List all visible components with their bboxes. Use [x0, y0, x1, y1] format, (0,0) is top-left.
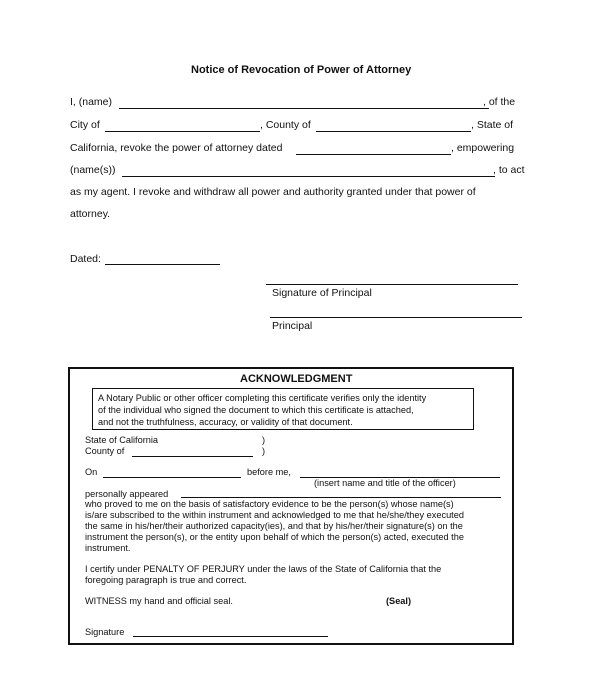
name-label: I, (name)	[70, 96, 113, 108]
principal-line[interactable]	[270, 317, 522, 318]
document-title: Notice of Revocation of Power of Attorney	[191, 64, 412, 76]
attorney-text: attorney.	[70, 208, 111, 220]
revoke-statement: as my agent. I revoke and withdraw all power and authority granted under that power of	[70, 186, 476, 198]
officer-hint: (insert name and title of the officer)	[314, 478, 456, 488]
evidence-line: the same in his/her/their authorized capacity(ies), and that by his/her/their signature(s) on the	[85, 521, 463, 531]
county-label: , County of	[260, 119, 311, 131]
county-field[interactable]	[316, 131, 471, 132]
city-field[interactable]	[105, 131, 260, 132]
notice-line: of the individual who signed the document to which this certificate is attached,	[98, 405, 414, 415]
agent-names-field[interactable]	[122, 176, 495, 177]
witness-text: WITNESS my hand and official seal.	[85, 596, 233, 606]
county-paren: )	[262, 446, 266, 456]
evidence-line: who proved to me on the basis of satisfactory evidence to be the person(s) whose name(s)	[85, 499, 454, 509]
before-me-label: before me,	[247, 467, 291, 477]
to-act-text: , to act	[493, 164, 525, 176]
on-label: On	[85, 467, 98, 477]
signature-principal-label: Signature of Principal	[272, 287, 372, 299]
state-label: , State of	[471, 119, 514, 131]
state-paren: )	[262, 435, 266, 445]
agent-names-label: (name(s))	[70, 164, 116, 176]
perjury-line: foregoing paragraph is true and correct.	[85, 575, 247, 585]
on-date-field[interactable]	[103, 477, 241, 478]
dated-field[interactable]	[296, 154, 451, 155]
of-the-text: , of the	[483, 96, 516, 108]
empowering-text: , empowering	[451, 142, 515, 154]
name-field[interactable]	[119, 108, 489, 109]
evidence-line: instrument the person(s), or the entity upon behalf of which the person(s) acted, executed the	[85, 532, 464, 542]
principal-label: Principal	[272, 320, 313, 332]
evidence-line: is/are subscribed to the within instrument and acknowledged to me that he/she/they executed	[85, 510, 464, 520]
ack-signature-field[interactable]	[133, 636, 328, 637]
signature-principal-line[interactable]	[266, 284, 518, 285]
notice-line: and not the truthfulness, accuracy, or validity of that document.	[98, 417, 353, 427]
dated-label: Dated:	[70, 253, 101, 265]
revoke-text: California, revoke the power of attorney dated	[70, 142, 283, 154]
notice-line: A Notary Public or other officer completing this certificate verifies only the identity	[98, 393, 427, 403]
seal-label: (Seal)	[386, 596, 412, 606]
evidence-line: instrument.	[85, 543, 131, 553]
dated-line[interactable]	[105, 264, 220, 265]
acknowledgment-title: ACKNOWLEDGMENT	[240, 373, 353, 385]
perjury-line: I certify under PENALTY OF PERJURY under the laws of the State of California that the	[85, 564, 442, 574]
county-of-label: County of	[85, 446, 125, 456]
ack-county-field[interactable]	[132, 456, 253, 457]
state-of-california: State of California	[85, 435, 159, 445]
city-label: City of	[70, 119, 100, 131]
ack-signature-label: Signature	[85, 627, 125, 637]
personally-appeared-field[interactable]	[181, 497, 501, 498]
personally-appeared-label: personally appeared	[85, 489, 169, 499]
